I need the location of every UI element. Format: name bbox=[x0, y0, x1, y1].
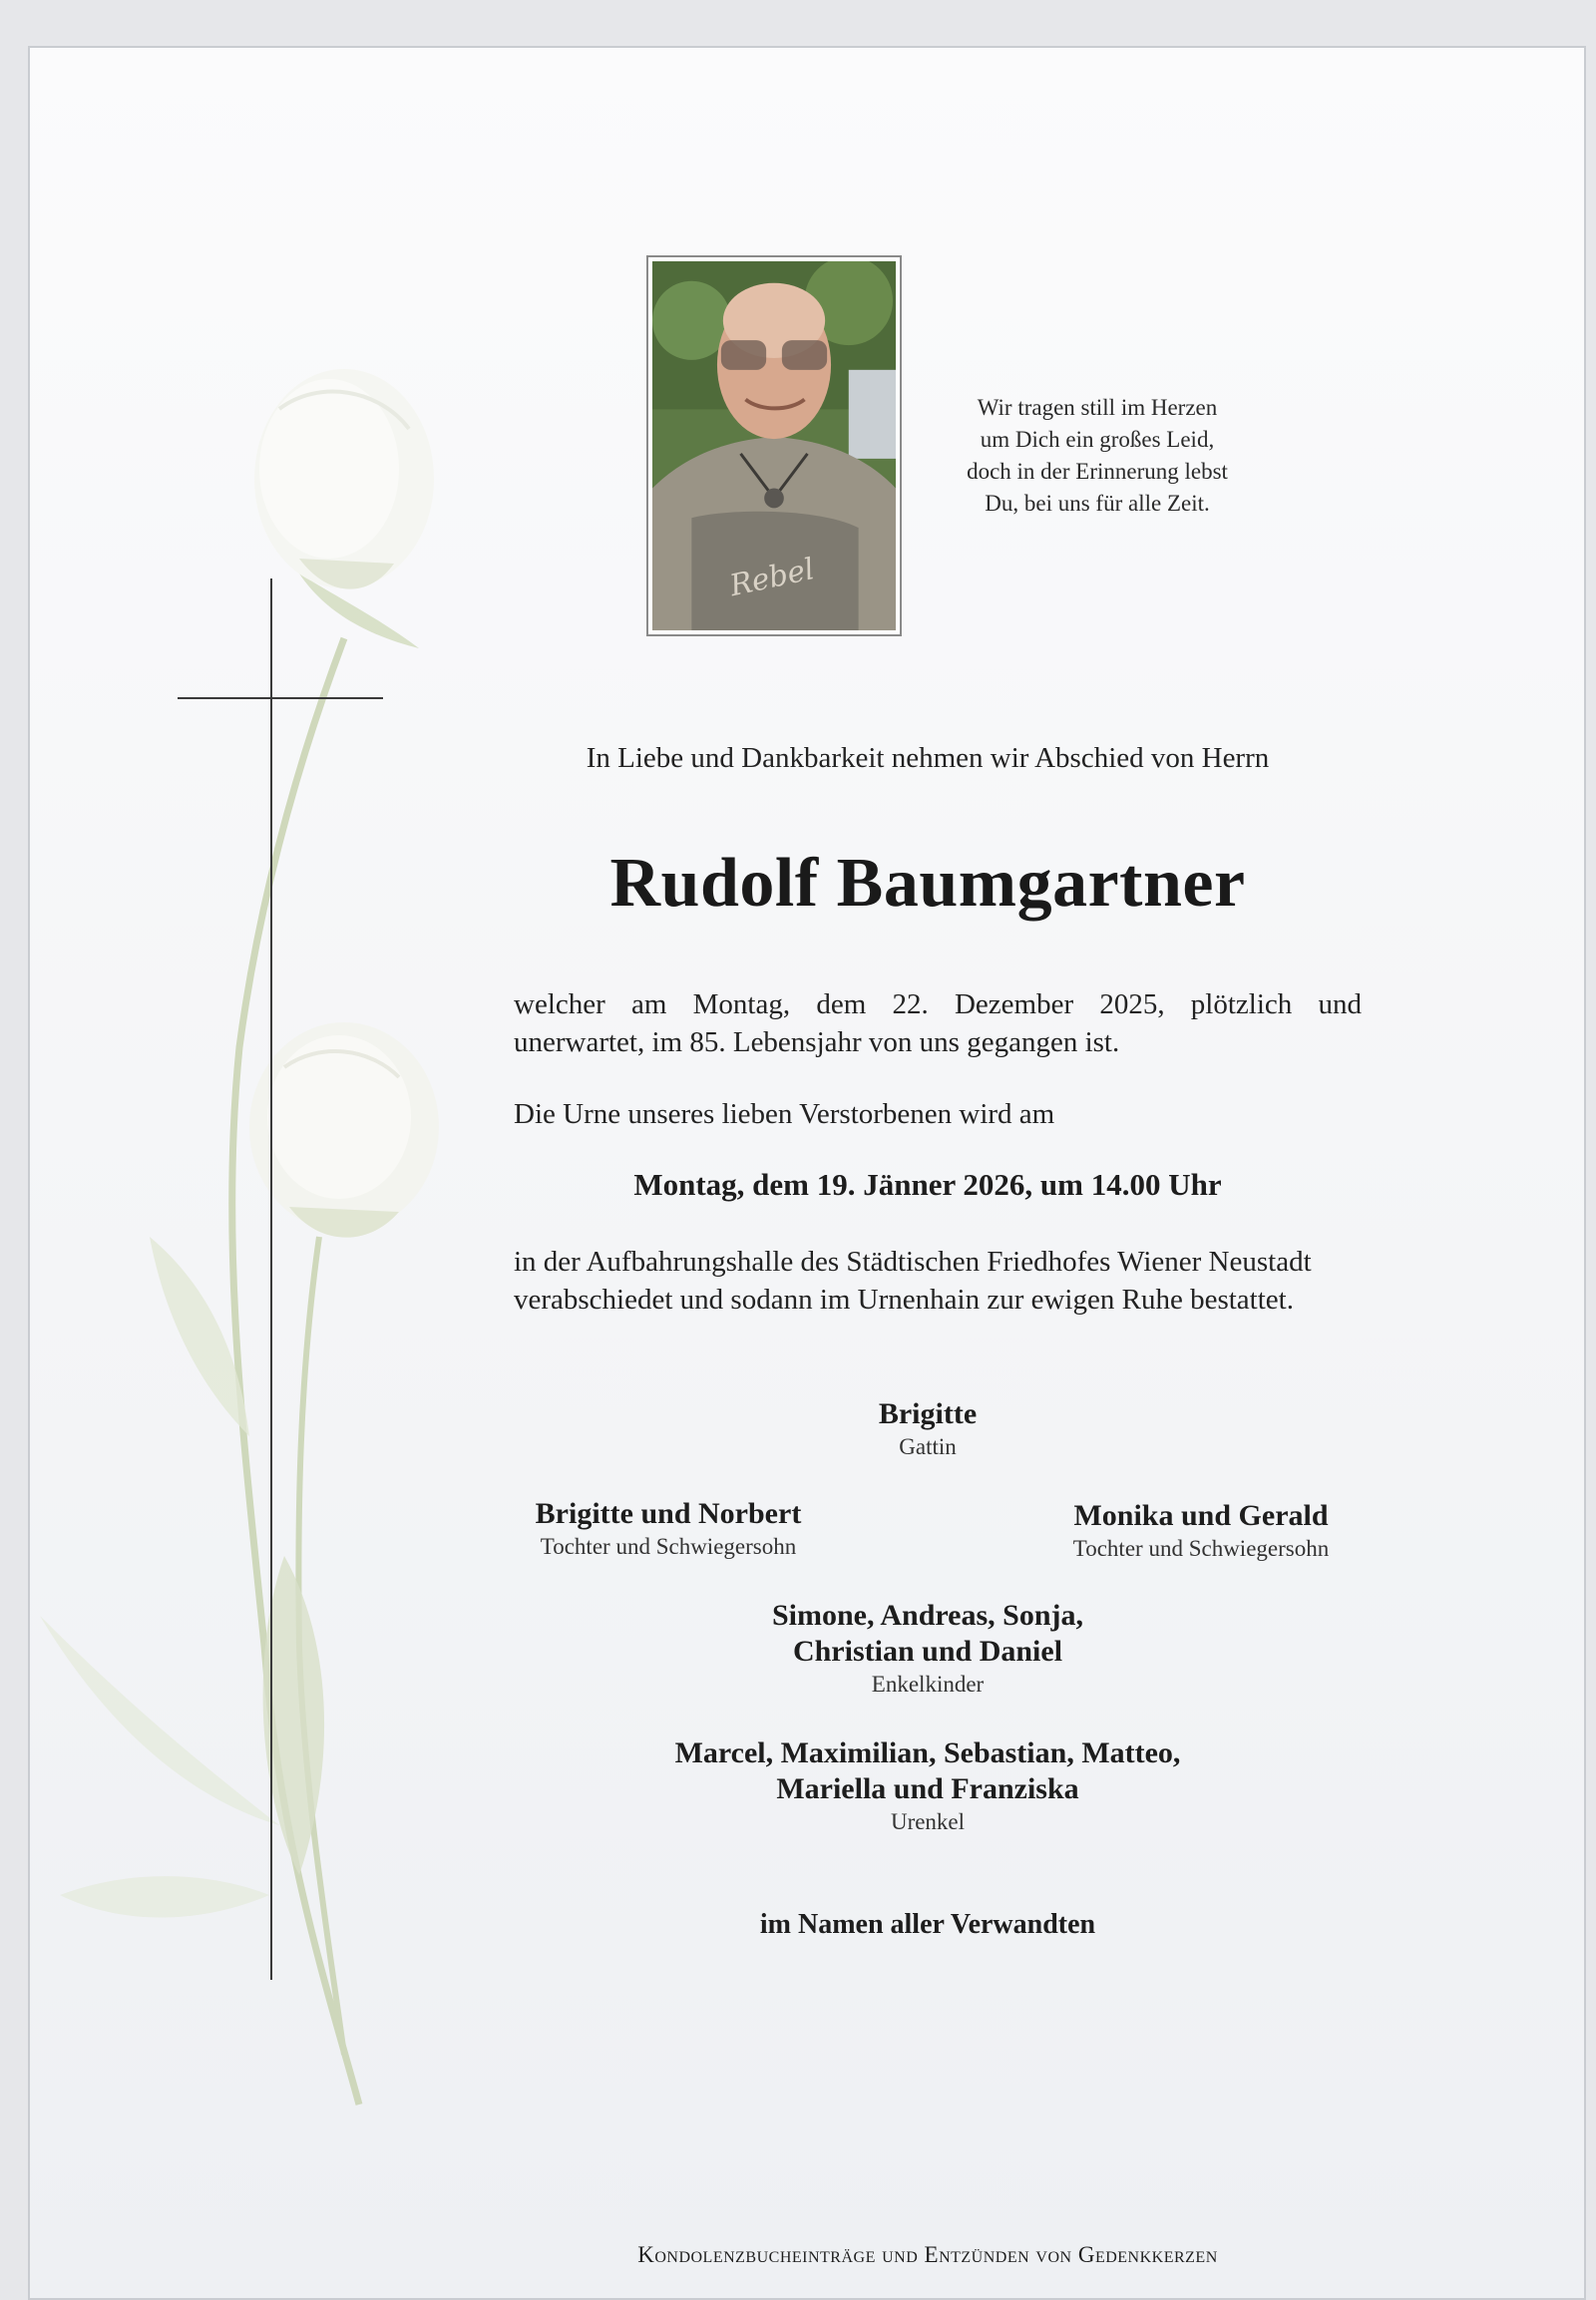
footer-notice: Kondolenzbucheinträge und Entzünden von Gedenkkerzen bbox=[637, 2242, 1218, 2267]
deceased-name: Rudolf Baumgartner bbox=[609, 845, 1246, 922]
death-notice-line1: welcher am Montag, dem 22. Dezember 2025, plötzlich und bbox=[514, 988, 1362, 1020]
mourner-name: Marcel, Maximilian, Sebastian, Matteo, bbox=[674, 1736, 1181, 1769]
poem-line: Du, bei uns für alle Zeit. bbox=[985, 491, 1210, 516]
ceremony-place-line1: in der Aufbahrungshalle des Städtischen Friedhofes Wiener Neustadt bbox=[514, 1246, 1312, 1278]
mourner-daughter-1 bbox=[469, 1496, 868, 1562]
mourner-role: Tochter und Schwiegersohn bbox=[1072, 1536, 1330, 1561]
mourner-role: Tochter und Schwiegersohn bbox=[540, 1534, 797, 1559]
rose-bloom-middle bbox=[249, 1022, 439, 1238]
rose-leaf bbox=[60, 1876, 269, 1917]
ceremony-date: Montag, dem 19. Jänner 2026, um 14.00 Uhr bbox=[633, 1167, 1222, 1202]
rose-stem-long bbox=[232, 638, 359, 2105]
death-notice-line2: unerwartet, im 85. Lebensjahr von uns gegangen ist. bbox=[514, 1026, 1120, 1058]
rose-leaf bbox=[40, 1616, 279, 1825]
ceremony-place-line2: verabschiedet und sodann im Urnenhain zur ewigen Ruhe bestattet. bbox=[514, 1284, 1294, 1316]
closing-line: im Namen aller Verwandten bbox=[759, 1909, 1096, 1940]
poem-line: um Dich ein großes Leid, bbox=[980, 427, 1215, 452]
rose-decoration bbox=[0, 0, 519, 2287]
farewell-intro: In Liebe und Dankbarkeit nehmen wir Abschied von Herrn bbox=[586, 742, 1270, 774]
poem-line: Wir tragen still im Herzen bbox=[977, 395, 1218, 420]
urn-intro: Die Urne unseres lieben Verstorbenen wird am bbox=[514, 1098, 1055, 1130]
memorial-poem bbox=[928, 392, 1267, 520]
mourner-name: Monika und Gerald bbox=[1073, 1499, 1329, 1532]
mourner-role: Enkelkinder bbox=[871, 1672, 985, 1697]
mourner-great-grandchildren bbox=[598, 1735, 1257, 1837]
mourner-grandchildren bbox=[638, 1598, 1217, 1700]
mourner-wife bbox=[728, 1396, 1127, 1462]
mourner-name: Brigitte und Norbert bbox=[535, 1497, 802, 1530]
mourner-name: Christian und Daniel bbox=[792, 1635, 1063, 1668]
svg-text:Rebel: Rebel bbox=[726, 552, 818, 603]
portrait-photo bbox=[646, 255, 902, 636]
mourner-daughter-2 bbox=[1001, 1498, 1400, 1564]
mourner-name: Simone, Andreas, Sonja, bbox=[771, 1599, 1083, 1632]
mourner-name: Brigitte bbox=[878, 1397, 978, 1430]
mourner-name: Mariella und Franziska bbox=[776, 1772, 1079, 1805]
mourner-role: Urenkel bbox=[890, 1809, 966, 1834]
rose-bloom-top bbox=[254, 369, 434, 589]
mourner-role: Gattin bbox=[899, 1434, 957, 1459]
poem-line: doch in der Erinnerung lebst bbox=[967, 459, 1228, 484]
